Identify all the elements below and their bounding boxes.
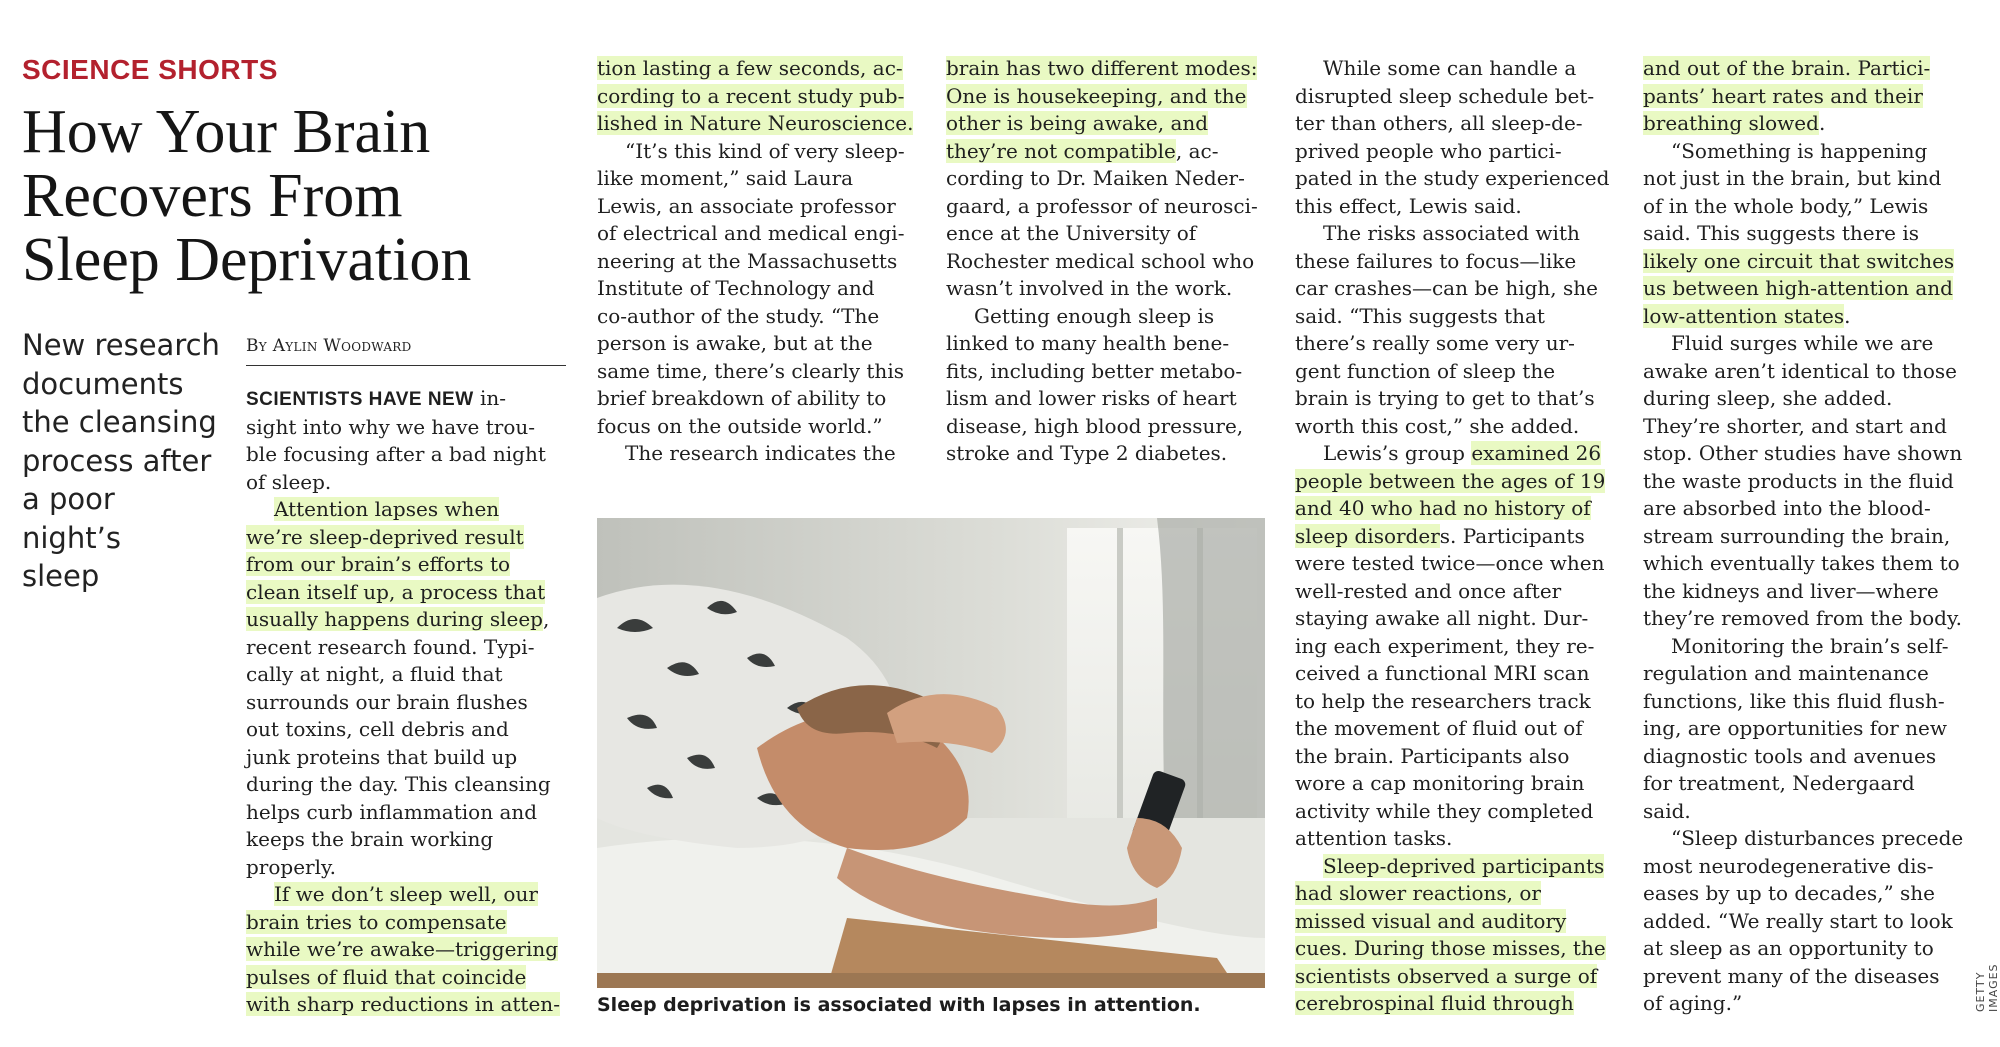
text-segment: most neurodegenerative dis- [1643, 853, 1934, 878]
text-line [1295, 330, 1615, 358]
text-segment: fits, including better metabo- [946, 358, 1243, 383]
text-line [1295, 578, 1615, 606]
section-kicker: SCIENCE SHORTS [22, 54, 278, 85]
text-line [1295, 55, 1615, 83]
highlighted-text: us between high-attention and [1643, 276, 1953, 300]
text-segment: pated in the study experienced [1295, 166, 1610, 190]
text-line [1643, 935, 1965, 963]
highlighted-text: If we don’t sleep well, our [274, 882, 538, 906]
text-line [1643, 605, 1965, 633]
text-line [946, 138, 1264, 166]
highlighted-text: cues. During those misses, the [1295, 936, 1606, 960]
text-segment: ing each experiment, they re- [1295, 633, 1595, 658]
highlighted-text: likely one circuit that switches [1643, 248, 1955, 273]
text-line [1643, 550, 1965, 578]
highlighted-text: cerebrospinal fluid through [1295, 991, 1574, 1015]
text-segment: focus on the outside world.” [597, 413, 883, 438]
text-line [246, 606, 576, 634]
lead-in-caps: SCIENTISTS HAVE NEW [246, 389, 474, 410]
article-column-3 [946, 55, 1264, 468]
text-line [1643, 963, 1965, 991]
text-segment: to help the researchers track [1295, 688, 1591, 713]
text-line [597, 275, 915, 303]
text-line [1643, 798, 1965, 826]
dek-line: a poor night’s [22, 482, 121, 555]
text-line [946, 275, 1264, 303]
text-segment: of sleep. [246, 469, 332, 494]
text-line [1295, 83, 1615, 111]
byline-rule [246, 365, 566, 366]
highlighted-text: we’re sleep-deprived result [246, 524, 524, 549]
text-segment: which eventually takes them to [1643, 551, 1960, 575]
text-line [246, 716, 576, 744]
text-segment: gent function of sleep the [1295, 358, 1556, 383]
text-line [1643, 770, 1965, 798]
text-line [1295, 853, 1615, 881]
text-line [597, 165, 915, 193]
text-segment: in- [473, 386, 507, 410]
text-line [597, 330, 915, 358]
text-segment: eases by up to decades,” she [1643, 881, 1936, 905]
photo-caption: Sleep deprivation is associated with lapses in attention. [597, 994, 1201, 1016]
text-segment: cording to Dr. Maiken Neder- [946, 166, 1245, 190]
text-segment: ter than others, all sleep-de- [1295, 111, 1583, 135]
text-line [246, 551, 576, 579]
highlighted-text: and 40 who had no history of [1295, 496, 1591, 520]
text-line [1295, 248, 1615, 276]
text-segment: these failures to focus—like [1295, 248, 1577, 273]
highlighted-text: cording to a recent study pub- [597, 83, 905, 108]
text-line [246, 826, 576, 854]
article-photo [597, 518, 1265, 988]
text-line [1295, 110, 1615, 138]
text-line [1295, 385, 1615, 413]
highlighted-text: brain tries to compensate [246, 909, 507, 934]
text-segment: , [542, 607, 550, 631]
text-line [597, 138, 915, 166]
text-line [1295, 165, 1615, 193]
text-segment: regulation and maintenance [1643, 661, 1929, 685]
text-line [1295, 413, 1615, 441]
text-line [597, 248, 915, 276]
highlighted-text: from our brain’s efforts to [246, 552, 511, 576]
text-segment: well-rested and once after [1295, 578, 1562, 603]
text-line [246, 854, 576, 882]
text-segment: the movement of fluid out of [1295, 716, 1583, 740]
text-line [1295, 880, 1615, 908]
text-segment: Institute of Technology and [597, 276, 875, 300]
highlighted-text: people between the ages of 19 [1295, 468, 1606, 493]
text-line [1295, 495, 1615, 523]
dek-line: process after [22, 443, 212, 478]
text-line [597, 110, 915, 138]
text-segment: prevent many of the diseases [1643, 963, 1940, 988]
highlighted-text: One is housekeeping, and the [946, 83, 1247, 108]
text-line [1643, 990, 1965, 1018]
text-line [1295, 743, 1615, 771]
text-line [1643, 83, 1965, 111]
dek-line: the cleansing [22, 405, 217, 439]
text-segment: lism and lower risks of heart [946, 386, 1237, 410]
text-segment: linked to many health bene- [946, 331, 1230, 355]
text-line [1643, 220, 1965, 248]
text-segment: like moment,” said Laura [597, 166, 854, 190]
text-segment: cally at night, a fluid that [246, 662, 503, 686]
text-line [246, 881, 576, 909]
text-line [946, 303, 1264, 331]
text-line [1295, 605, 1615, 633]
text-segment: gaard, a professor of neurosci- [946, 193, 1258, 218]
highlighted-text: other is being awake, and [946, 111, 1209, 135]
text-line [1643, 743, 1965, 771]
text-line [1643, 138, 1965, 166]
text-line [946, 165, 1264, 193]
text-line [1643, 110, 1965, 138]
dek-line: sleep [22, 559, 100, 593]
photo-credit: GETTY IMAGES [1974, 963, 2000, 1012]
text-line [1643, 633, 1965, 661]
text-line [1295, 303, 1615, 331]
byline: By Aylin Woodward [246, 336, 412, 356]
text-line [246, 496, 576, 524]
text-segment: functions, like this fluid flush- [1643, 688, 1945, 713]
text-line [946, 248, 1264, 276]
text-line [1643, 303, 1965, 331]
text-segment: said. “This suggests that [1295, 303, 1545, 328]
text-segment: disrupted sleep schedule bet- [1295, 83, 1595, 108]
text-segment: were tested twice—once when [1295, 551, 1605, 575]
text-line [1295, 908, 1615, 936]
text-segment: ence at the University of [946, 221, 1197, 245]
text-line [1643, 275, 1965, 303]
text-segment: “Something is happening [1671, 138, 1928, 163]
highlighted-text: usually happens during sleep [246, 607, 543, 631]
text-line [246, 414, 576, 442]
text-line [1643, 55, 1965, 83]
text-line [246, 909, 576, 937]
text-segment: recent research found. Typi- [246, 634, 535, 659]
text-line [1295, 550, 1615, 578]
text-line [246, 524, 576, 552]
highlighted-text: scientists observed a surge of [1295, 963, 1598, 988]
article-column-1 [246, 385, 576, 1019]
dek-line: documents [22, 366, 184, 401]
highlighted-text: pulses of fluid that coincide [246, 964, 527, 989]
text-segment: of aging.” [1643, 991, 1743, 1015]
text-line [946, 55, 1264, 83]
text-segment: Fluid surges while we are [1671, 331, 1934, 355]
text-segment: the kidneys and liver—where [1643, 578, 1939, 603]
text-segment: keeps the brain working [246, 827, 494, 851]
text-segment: car crashes—can be high, she [1295, 276, 1598, 300]
text-line [246, 579, 576, 607]
dek [22, 326, 222, 596]
text-line [1643, 440, 1965, 468]
highlighted-text: brain has two different modes: [946, 56, 1258, 80]
text-line [1643, 908, 1965, 936]
text-segment: brief breakdown of ability to [597, 386, 887, 410]
text-segment: Lewis, an associate professor [597, 193, 896, 218]
text-segment: added. “We really start to look [1643, 908, 1953, 933]
text-segment: Getting enough sleep is [974, 303, 1215, 328]
text-line [1295, 990, 1615, 1018]
text-segment: the brain. Participants also [1295, 743, 1570, 768]
text-line [1295, 963, 1615, 991]
text-line [946, 83, 1264, 111]
text-segment: stroke and Type 2 diabetes. [946, 441, 1228, 465]
text-segment: worth this cost,” she added. [1295, 413, 1580, 438]
text-line [1295, 688, 1615, 716]
text-line [946, 220, 1264, 248]
text-segment: are absorbed into the blood- [1643, 496, 1931, 520]
text-line [246, 936, 576, 964]
highlighted-text: Attention lapses when [274, 497, 500, 521]
text-line [946, 413, 1264, 441]
text-segment: stream surrounding the brain, [1643, 523, 1951, 548]
article-column-4 [1295, 55, 1615, 1018]
article-column-2 [597, 55, 915, 468]
text-line [1295, 138, 1615, 166]
text-segment: brain is trying to get to that’s [1295, 386, 1595, 410]
text-segment: disease, high blood pressure, [946, 413, 1244, 438]
text-line [1295, 193, 1615, 221]
headline-line: Sleep Deprivation [22, 226, 472, 294]
text-segment: for treatment, Nedergaard [1643, 771, 1915, 795]
text-segment: awake aren’t identical to those [1643, 358, 1957, 383]
text-line [1295, 275, 1615, 303]
article-column-5 [1643, 55, 1965, 1018]
photo-illustration [597, 518, 1265, 988]
headline [22, 100, 582, 292]
text-segment: “It’s this kind of very sleep- [625, 138, 905, 163]
text-line [1643, 578, 1965, 606]
text-line [1643, 853, 1965, 881]
text-line [246, 799, 576, 827]
text-segment: . [1844, 303, 1851, 328]
text-segment: stop. Other studies have shown [1643, 441, 1963, 465]
text-segment: person is awake, but at the [597, 331, 873, 355]
text-line [1295, 440, 1615, 468]
text-segment: same time, there’s clearly this [597, 358, 904, 383]
text-segment: wasn’t involved in the work. [946, 276, 1233, 300]
text-line [1295, 220, 1615, 248]
text-segment: out toxins, cell debris and [246, 717, 509, 741]
text-line [1295, 358, 1615, 386]
text-line [597, 193, 915, 221]
text-segment: Monitoring the brain’s self- [1671, 633, 1949, 658]
text-segment: surrounds our brain flushes [246, 689, 528, 714]
text-segment: diagnostic tools and avenues [1643, 743, 1937, 768]
text-segment: Rochester medical school who [946, 248, 1255, 273]
text-line [597, 55, 915, 83]
text-line [946, 440, 1264, 468]
highlighted-text: they’re not compatible [946, 138, 1176, 163]
text-line [1643, 358, 1965, 386]
text-line [1643, 385, 1965, 413]
text-line [946, 358, 1264, 386]
highlighted-text: sleep disorder [1295, 523, 1440, 548]
text-segment: co-author of the study. “The [597, 303, 880, 328]
text-segment: ceived a functional MRI scan [1295, 661, 1590, 685]
text-line [597, 413, 915, 441]
highlighted-text: missed visual and auditory [1295, 908, 1567, 933]
text-segment: ing, are opportunities for new [1643, 716, 1948, 740]
text-line [1295, 770, 1615, 798]
text-segment: during the day. This cleansing [246, 772, 551, 796]
text-segment: this effect, Lewis said. [1295, 193, 1522, 218]
text-line [1643, 688, 1965, 716]
text-segment: of in the whole body,” Lewis [1643, 193, 1929, 218]
text-line [246, 689, 576, 717]
text-segment: during sleep, she added. [1643, 386, 1893, 410]
text-segment: ble focusing after a bad night [246, 442, 546, 466]
text-line [246, 991, 576, 1019]
text-line [946, 330, 1264, 358]
highlighted-text: and out of the brain. Partici- [1643, 56, 1931, 80]
text-segment: of electrical and medical engi- [597, 221, 905, 245]
text-line [1643, 825, 1965, 853]
text-line [246, 771, 576, 799]
highlighted-text: examined 26 [1471, 441, 1602, 465]
text-line [597, 440, 915, 468]
text-line [1643, 880, 1965, 908]
highlighted-text: tion lasting a few seconds, ac- [597, 56, 903, 80]
text-segment: attention tasks. [1295, 826, 1453, 850]
text-line [597, 83, 915, 111]
text-line [246, 634, 576, 662]
text-segment: neering at the Massachusetts [597, 248, 898, 273]
text-line [1295, 523, 1615, 551]
text-line [597, 303, 915, 331]
text-segment: The risks associated with [1323, 221, 1580, 245]
headline-line: How Your Brain [22, 98, 431, 166]
text-segment: the waste products in the fluid [1643, 468, 1954, 493]
headline-line: Recovers From [22, 162, 403, 230]
text-segment: properly. [246, 854, 336, 879]
text-segment: there’s really some very ur- [1295, 331, 1575, 355]
highlighted-text: pants’ heart rates and their [1643, 83, 1923, 108]
text-line [1295, 660, 1615, 688]
text-segment: not just in the brain, but kind [1643, 166, 1942, 190]
text-segment: s. Participants [1439, 523, 1585, 548]
text-segment: . [1818, 111, 1826, 135]
text-line [946, 193, 1264, 221]
text-line [1295, 935, 1615, 963]
text-line [246, 469, 576, 497]
text-line [1643, 715, 1965, 743]
text-segment: said. This suggests there is [1643, 221, 1920, 245]
text-line [1643, 523, 1965, 551]
text-line [1295, 468, 1615, 496]
text-segment: prived people who partici- [1295, 138, 1562, 163]
highlighted-text: Sleep-deprived participants [1323, 853, 1605, 878]
text-line [597, 385, 915, 413]
text-segment: Lewis’s group [1323, 441, 1472, 465]
dek-line: New research [22, 328, 220, 362]
text-segment: “Sleep disturbances precede [1671, 826, 1964, 850]
highlighted-text: low-attention states [1643, 303, 1845, 328]
text-line [597, 220, 915, 248]
text-segment: The research indicates the [625, 441, 896, 465]
text-line [246, 385, 576, 414]
text-line [246, 661, 576, 689]
text-segment: helps curb inflammation and [246, 799, 538, 824]
text-segment: While some can handle a [1323, 56, 1577, 80]
text-segment: activity while they completed [1295, 798, 1594, 823]
text-segment: said. [1643, 798, 1691, 823]
highlighted-text: breathing slowed [1643, 111, 1819, 135]
text-segment: junk proteins that build up [246, 744, 518, 769]
text-line [1643, 660, 1965, 688]
text-line [946, 385, 1264, 413]
text-segment: staying awake all night. Dur- [1295, 606, 1589, 630]
highlighted-text: had slower reactions, or [1295, 881, 1541, 905]
text-line [1295, 798, 1615, 826]
highlighted-text: clean itself up, a process that [246, 579, 546, 604]
text-line [597, 358, 915, 386]
highlighted-text: with sharp reductions in atten- [246, 992, 560, 1016]
highlighted-text: while we’re awake—triggering [246, 937, 559, 961]
text-line [946, 110, 1264, 138]
text-line [246, 441, 576, 469]
text-line [1295, 825, 1615, 853]
text-line [1643, 468, 1965, 496]
text-line [1643, 165, 1965, 193]
text-line [1295, 715, 1615, 743]
text-line [1643, 495, 1965, 523]
text-line [1295, 633, 1615, 661]
text-segment: wore a cap monitoring brain [1295, 771, 1585, 795]
text-line [1643, 193, 1965, 221]
text-line [1643, 248, 1965, 276]
text-segment: They’re shorter, and start and [1643, 413, 1947, 438]
text-segment: sight into why we have trou- [246, 414, 535, 439]
text-line [246, 744, 576, 772]
text-segment: they’re removed from the body. [1643, 606, 1962, 630]
text-line [1643, 330, 1965, 358]
highlighted-text: lished in Nature Neuroscience. [597, 111, 914, 135]
text-segment: , ac- [1175, 138, 1219, 163]
text-line [246, 964, 576, 992]
text-line [1643, 413, 1965, 441]
text-segment: at sleep as an opportunity to [1643, 936, 1934, 960]
